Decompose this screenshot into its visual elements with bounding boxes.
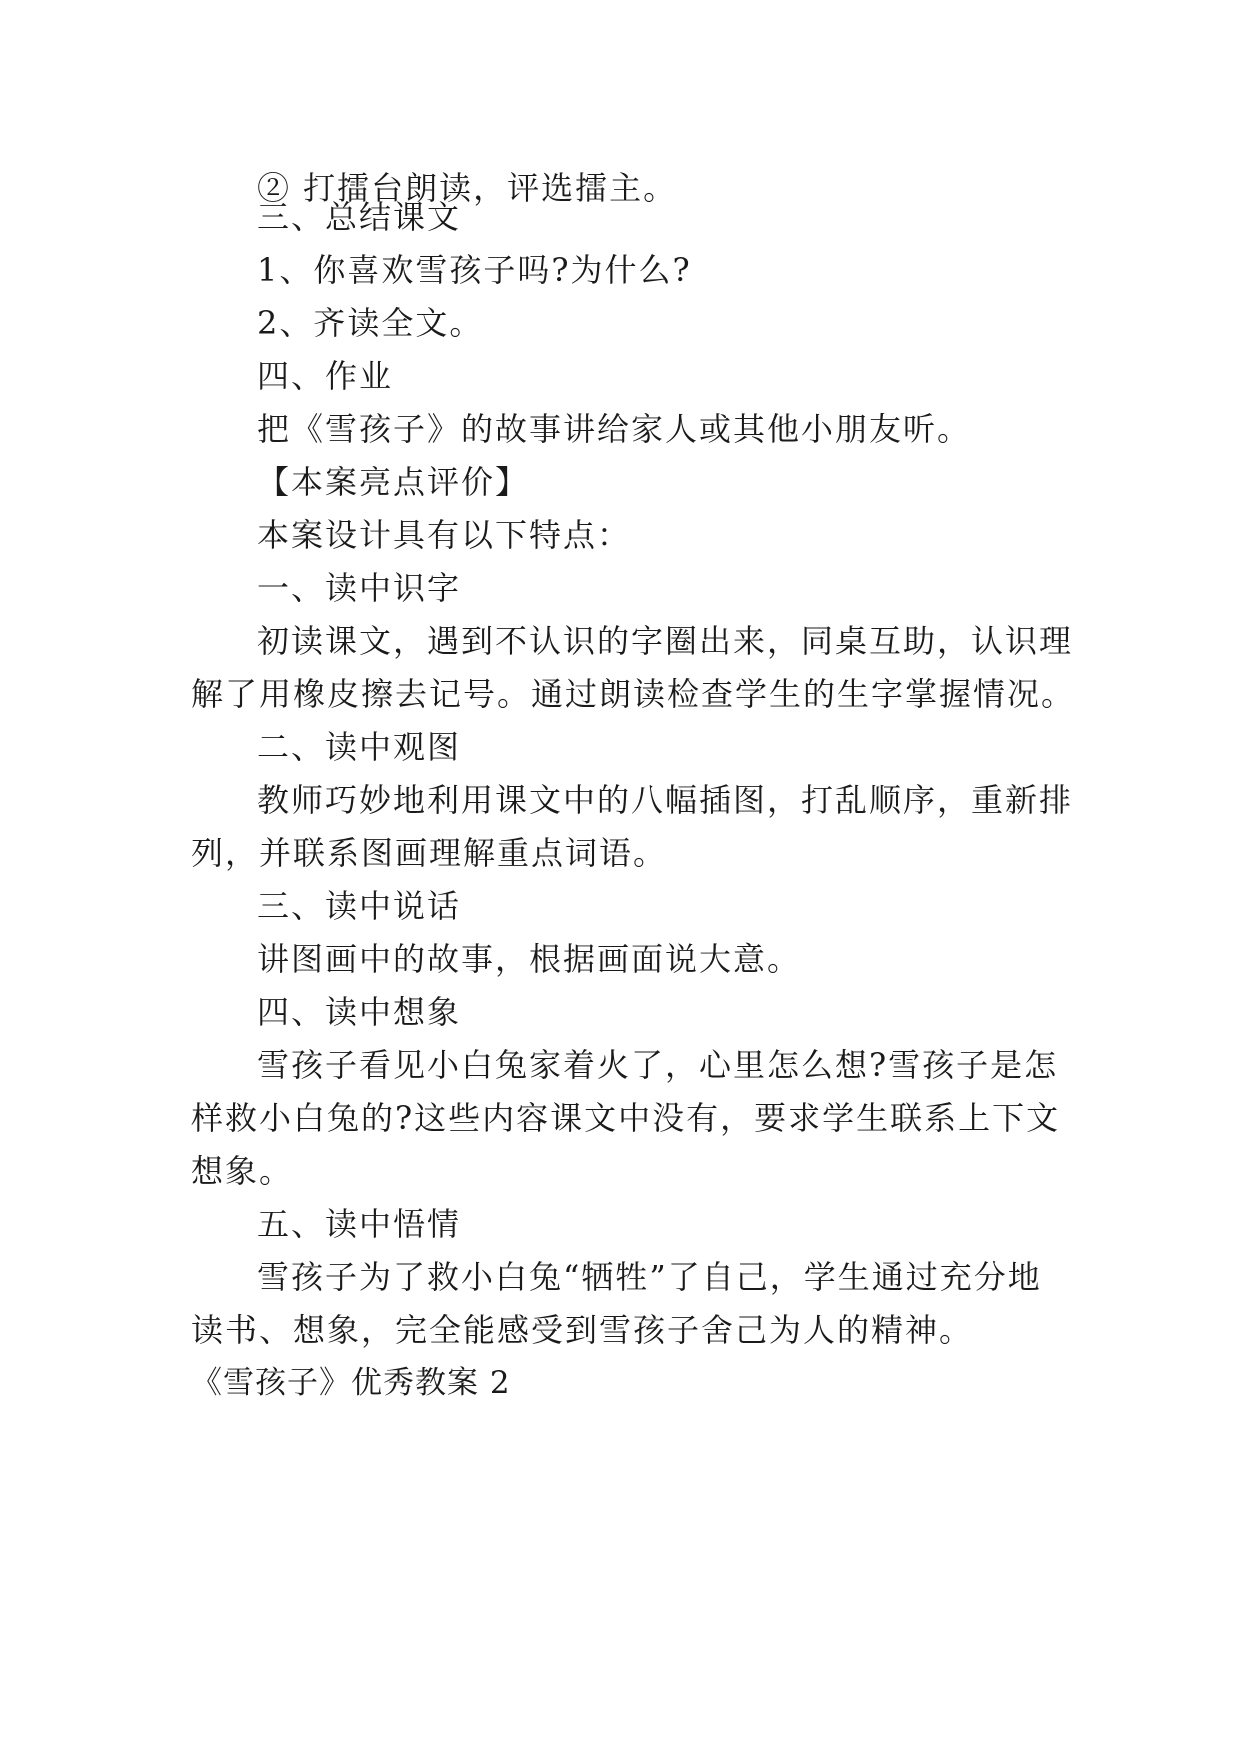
section-heading: 三、总结课文 [257,198,462,236]
paragraph-line: 雪孩子看见小白兔家着火了，心里怎么想?雪孩子是怎 [257,1046,1059,1084]
section-heading: 一、读中识字 [257,569,462,607]
section-heading: 【本案亮点评价】 [257,463,530,501]
paragraph-line: 教师巧妙地利用课文中的八幅插图，打乱顺序，重新排 [257,781,1074,819]
document-title: 《雪孩子》优秀教案 2 [191,1365,511,1401]
paragraph-line: 读书、想象，完全能感受到雪孩子舍己为人的精神。 [191,1311,974,1349]
paragraph-line: 雪孩子为了救小白兔“牺牲”了自己，学生通过充分地 [257,1258,1042,1296]
paragraph-line: 样救小白兔的?这些内容课文中没有，要求学生联系上下文 [191,1099,1061,1137]
paragraph-line: 解了用橡皮擦去记号。通过朗读检查学生的生字掌握情况。 [191,675,1076,713]
paragraph-line: 讲图画中的故事，根据画面说大意。 [257,940,802,978]
section-heading: 四、作业 [257,357,394,395]
text-line: 把《雪孩子》的故事讲给家人或其他小朋友听。 [257,410,972,448]
text-line: 1、你喜欢雪孩子吗?为什么? [257,251,692,289]
section-heading: 二、读中观图 [257,728,462,766]
text-line: 本案设计具有以下特点： [257,516,632,554]
section-heading: 四、读中想象 [257,993,462,1031]
section-heading: 五、读中悟情 [257,1205,462,1243]
section-heading: 三、读中说话 [257,887,462,925]
paragraph-line: 列，并联系图画理解重点词语。 [191,834,668,872]
paragraph-line: 初读课文，遇到不认识的字圈出来，同桌互助，认识理 [257,622,1074,660]
text-line: ② 打擂台朗读，评选擂主。 [257,169,678,207]
paragraph-line: 想象。 [191,1152,294,1190]
text-line: 2、齐读全文。 [257,304,484,342]
